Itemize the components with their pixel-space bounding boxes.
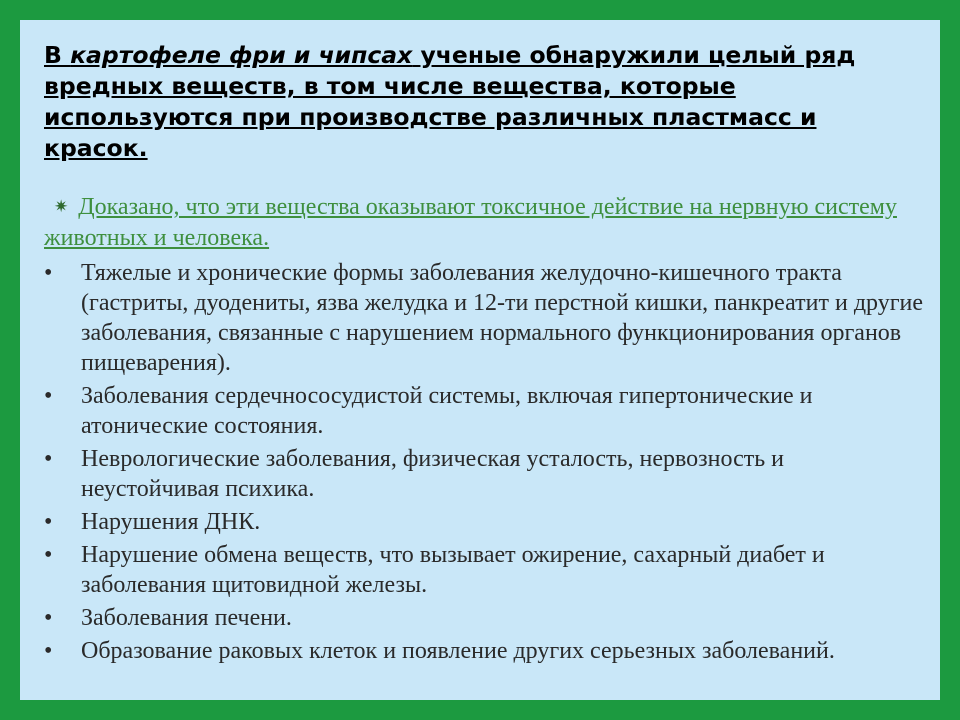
list-item [44, 540, 924, 600]
bullet-icon: • [44, 509, 53, 535]
heading-rest: ученые обнаружили целый ряд вредных веществ, в том числе вещества, которые используются при производстве различных пластмасс и красок. [44, 41, 856, 162]
list-item [44, 636, 924, 666]
heading-lead: В [44, 41, 71, 69]
heading-emphasis: картофеле фри и чипсах [70, 41, 413, 69]
bullet-icon: • [44, 383, 53, 409]
list-item [44, 603, 924, 633]
slide-heading [44, 40, 924, 164]
list-item-text: Заболевания печени. [81, 605, 292, 631]
note-text: Доказано, что эти вещества оказывают токсичное действие на нервную систему животных и человека. [44, 194, 897, 251]
bullet-icon: • [44, 638, 53, 664]
list-item-text: Нарушение обмена веществ, что вызывает ожирение, сахарный диабет и заболевания щитовидной железы. [81, 542, 825, 598]
list-item-text: Образование раковых клеток и появление других серьезных заболеваний. [81, 638, 835, 664]
bullet-icon: • [44, 260, 53, 286]
list-item-text: Нарушения ДНК. [81, 509, 261, 535]
list-item [44, 444, 924, 504]
disease-list [44, 258, 924, 669]
list-item [44, 507, 924, 537]
toxicity-note [44, 192, 904, 254]
slide-panel [20, 20, 940, 700]
list-item-text: Неврологические заболевания, физическая усталость, нервозность и неустойчивая психика. [81, 446, 784, 502]
bullet-icon: • [44, 542, 53, 568]
bullet-icon: • [44, 605, 53, 631]
list-item [44, 381, 924, 441]
list-item-text: Тяжелые и хронические формы заболевания желудочно-кишечного тракта (гастриты, дуодениты, язва желудка и 12-ти перстной кишки, панкреатит и другие заболевания, связанные с нарушением нормального функционирования органов пищеварения). [81, 260, 924, 376]
list-item [44, 258, 924, 378]
star-icon: ✷ [54, 197, 69, 217]
bullet-icon: • [44, 446, 53, 472]
list-item-text: Заболевания сердечнососудистой системы, включая гипертонические и атонические состояния. [81, 383, 813, 439]
